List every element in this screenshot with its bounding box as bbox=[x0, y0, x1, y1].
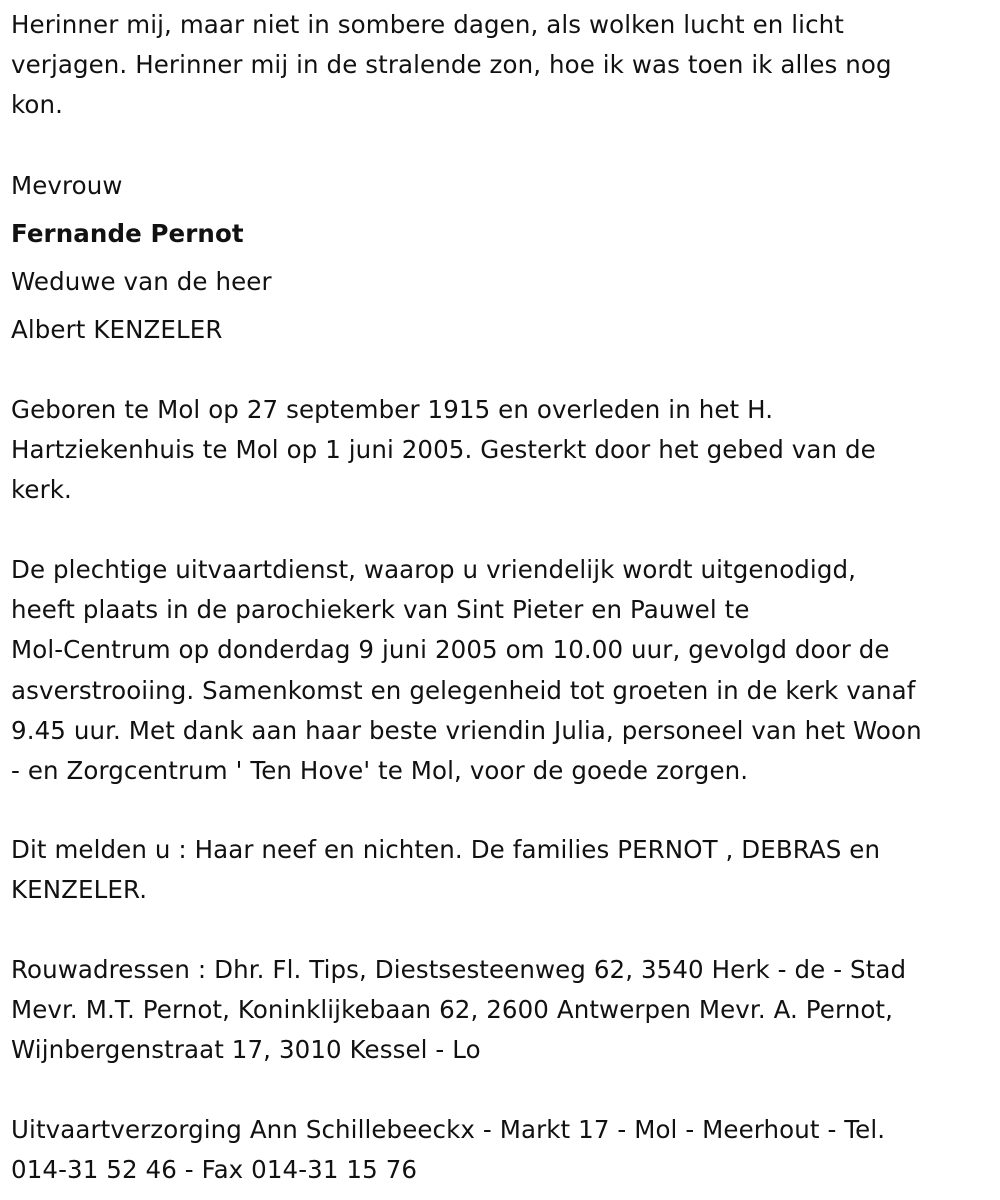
text-line: Mevr. M.T. Pernot, Koninklijkebaan 62, 2600 Antwerpen Mevr. A. Pernot, bbox=[11, 995, 894, 1025]
intro-poem bbox=[11, 5, 996, 126]
poem-line: verjagen. Herinner mij in de stralende zon, hoe ik was toen ik alles nog bbox=[11, 50, 892, 80]
text-line: kerk. bbox=[11, 475, 72, 505]
text-line: Wijnbergenstraat 17, 3010 Kessel - Lo bbox=[11, 1035, 481, 1065]
text-line: Hartziekenhuis te Mol op 1 juni 2005. Gesterkt door het gebed van de bbox=[11, 435, 876, 465]
text-line: Rouwadressen : Dhr. Fl. Tips, Diestsesteenweg 62, 3540 Herk - de - Stad bbox=[11, 955, 907, 984]
relation: Weduwe van de heer bbox=[11, 267, 272, 296]
undertaker-paragraph bbox=[11, 1110, 996, 1190]
salutation: Mevrouw bbox=[11, 171, 123, 200]
text-line: heeft plaats in de parochiekerk van Sint Pieter en Pauwel te bbox=[11, 595, 750, 625]
text-line: Uitvaartverzorging Ann Schillebeeckx - Markt 17 - Mol - Meerhout - Tel. bbox=[11, 1115, 886, 1144]
spouse-name: Albert KENZELER bbox=[11, 315, 223, 344]
addresses-paragraph bbox=[11, 950, 996, 1071]
poem-line: Herinner mij, maar niet in sombere dagen, als wolken lucht en licht bbox=[11, 10, 844, 39]
text-line: KENZELER. bbox=[11, 875, 148, 905]
text-line: asverstrooiing. Samenkomst en gelegenheid tot groeten in de kerk vanaf bbox=[11, 675, 916, 705]
text-line: 9.45 uur. Met dank aan haar beste vriendin Julia, personeel van het Woon bbox=[11, 715, 922, 745]
text-line: Mol-Centrum op donderdag 9 juni 2005 om 10.00 uur, gevolgd door de bbox=[11, 635, 890, 665]
text-line: 014-31 52 46 - Fax 014-31 15 76 bbox=[11, 1155, 418, 1185]
deceased-name: Fernande Pernot bbox=[11, 219, 244, 248]
text-line: Geboren te Mol op 27 september 1915 en overleden in het H. bbox=[11, 395, 774, 424]
text-line: - en Zorgcentrum ' Ten Hove' te Mol, voor de goede zorgen. bbox=[11, 756, 749, 786]
text-line: Dit melden u : Haar neef en nichten. De families PERNOT , DEBRAS en bbox=[11, 835, 881, 864]
funeral-paragraph bbox=[11, 550, 996, 791]
birth-death-paragraph bbox=[11, 390, 996, 511]
text-line: De plechtige uitvaartdienst, waarop u vriendelijk wordt uitgenodigd, bbox=[11, 555, 857, 584]
announcers-paragraph bbox=[11, 830, 996, 910]
poem-line: kon. bbox=[11, 90, 64, 120]
